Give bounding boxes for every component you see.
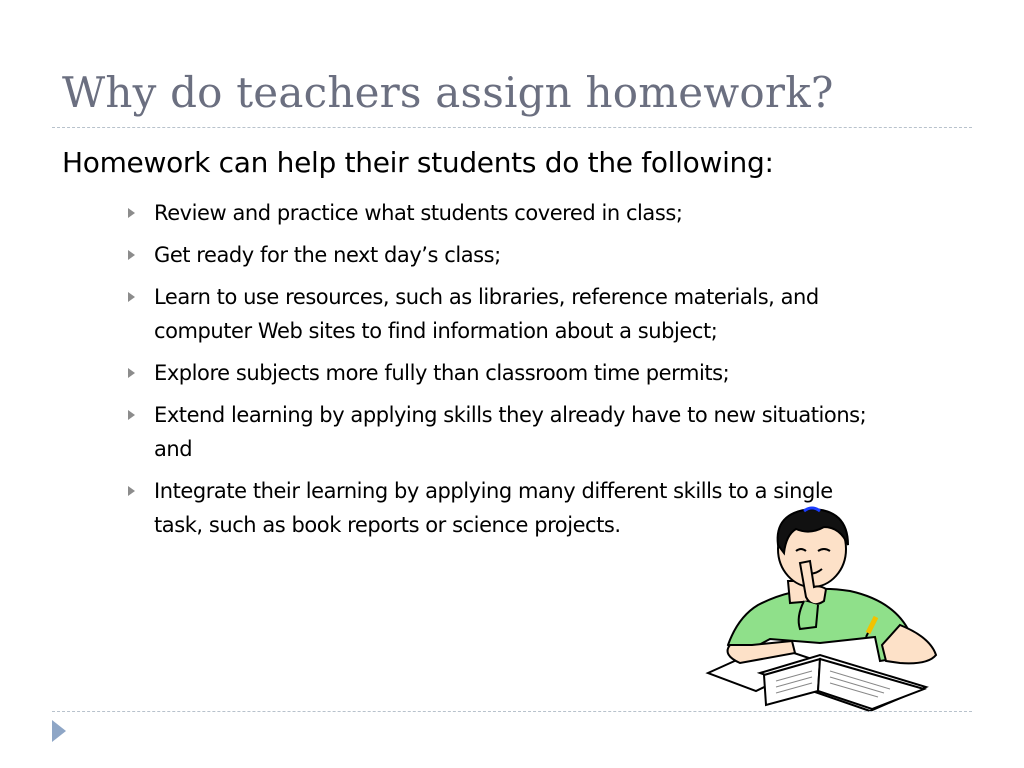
bullet-line: Learn to use resources, such as libraries, reference materials, and (154, 285, 819, 309)
intro-text: Homework can help their students do the following: (62, 146, 774, 179)
bullet-line: Explore subjects more fully than classroom time permits; (154, 361, 730, 385)
next-slide-arrow-icon[interactable] (52, 720, 66, 742)
triangle-bullet-icon (128, 410, 135, 420)
triangle-bullet-icon (128, 486, 135, 496)
bullet-line: task, such as book reports or science projects. (154, 513, 621, 537)
bullet-line: Integrate their learning by applying many different skills to a single (154, 479, 833, 503)
title-divider (52, 127, 972, 128)
bullet-list (128, 196, 958, 550)
student-studying-clipart (700, 505, 955, 715)
bullet-item (128, 398, 958, 466)
slide-title: Why do teachers assign homework? (62, 68, 834, 117)
triangle-bullet-icon (128, 292, 135, 302)
bullet-item (128, 280, 958, 348)
bullet-line: and (154, 437, 193, 461)
triangle-bullet-icon (128, 368, 135, 378)
triangle-bullet-icon (128, 208, 135, 218)
bullet-item (128, 238, 958, 272)
bullet-line: computer Web sites to find information about a subject; (154, 319, 718, 343)
footer-divider (52, 711, 972, 712)
triangle-bullet-icon (128, 250, 135, 260)
bullet-item (128, 356, 958, 390)
bullet-line: Review and practice what students covered in class; (154, 201, 683, 225)
bullet-item (128, 196, 958, 230)
bullet-line: Get ready for the next day’s class; (154, 243, 501, 267)
bullet-line: Extend learning by applying skills they already have to new situations; (154, 403, 867, 427)
